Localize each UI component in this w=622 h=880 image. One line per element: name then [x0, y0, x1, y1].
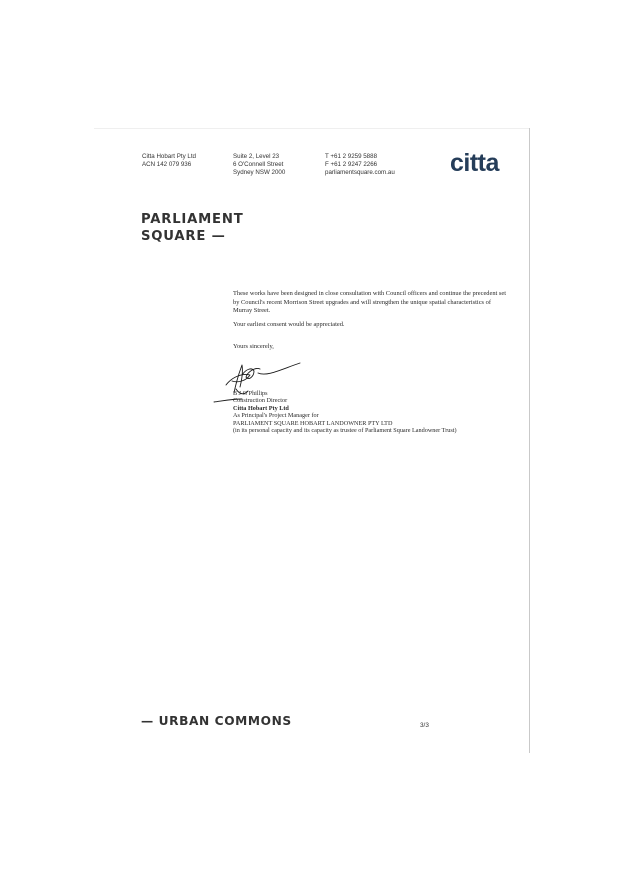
page-edge-right — [529, 128, 530, 753]
signatory-capacity: (in its personal capacity and its capacity as trustee of Parliament Square Landowner Trust) — [233, 427, 457, 435]
address-line: Suite 2, Level 23 — [233, 153, 280, 160]
masthead-line: PARLIAMENT — [141, 212, 244, 227]
company-name: Citta Hobart Pty Ltd — [142, 153, 196, 160]
header-contact — [325, 153, 395, 178]
footer-tagline: — URBAN COMMONS — [141, 714, 292, 728]
website: parliamentsquare.com.au — [325, 169, 395, 177]
header-company-info — [142, 153, 196, 169]
address-line: 6 O'Connell Street — [233, 161, 284, 169]
masthead-line: SQUARE — — [141, 229, 226, 244]
citta-logo: citta — [450, 149, 499, 177]
letter-closing: Yours sincerely, — [233, 343, 274, 350]
signatory-title: Construction Director — [233, 397, 288, 405]
letter-paragraph: These works have been designed in close consultation with Council officers and continue the precedent set by Council's recent Morrison Street upgrades and will strengthen the unique spatial characteristics of Murray Street. — [233, 290, 506, 315]
signatory-role: As Principal's Project Manager for — [233, 412, 319, 420]
letter-paragraph: Your earliest consent would be appreciated. — [233, 321, 345, 328]
address-line: Sydney NSW 2000 — [233, 169, 286, 177]
signature-block — [233, 390, 457, 434]
fax-number: F +61 2 9247 2266 — [325, 161, 378, 169]
masthead — [141, 211, 244, 245]
header-address — [233, 153, 285, 178]
phone-number: T +61 2 9259 5888 — [325, 153, 378, 160]
page-edge-top — [94, 128, 530, 129]
signatory-company: Citta Hobart Pty Ltd — [233, 404, 289, 412]
signatory-entity: PARLIAMENT SQUARE HOBART LANDOWNER PTY LTD — [233, 419, 393, 427]
company-acn: ACN 142 079 936 — [142, 161, 192, 169]
signatory-name: B J G Phillips — [233, 390, 268, 397]
page-number: 3/3 — [420, 722, 429, 729]
